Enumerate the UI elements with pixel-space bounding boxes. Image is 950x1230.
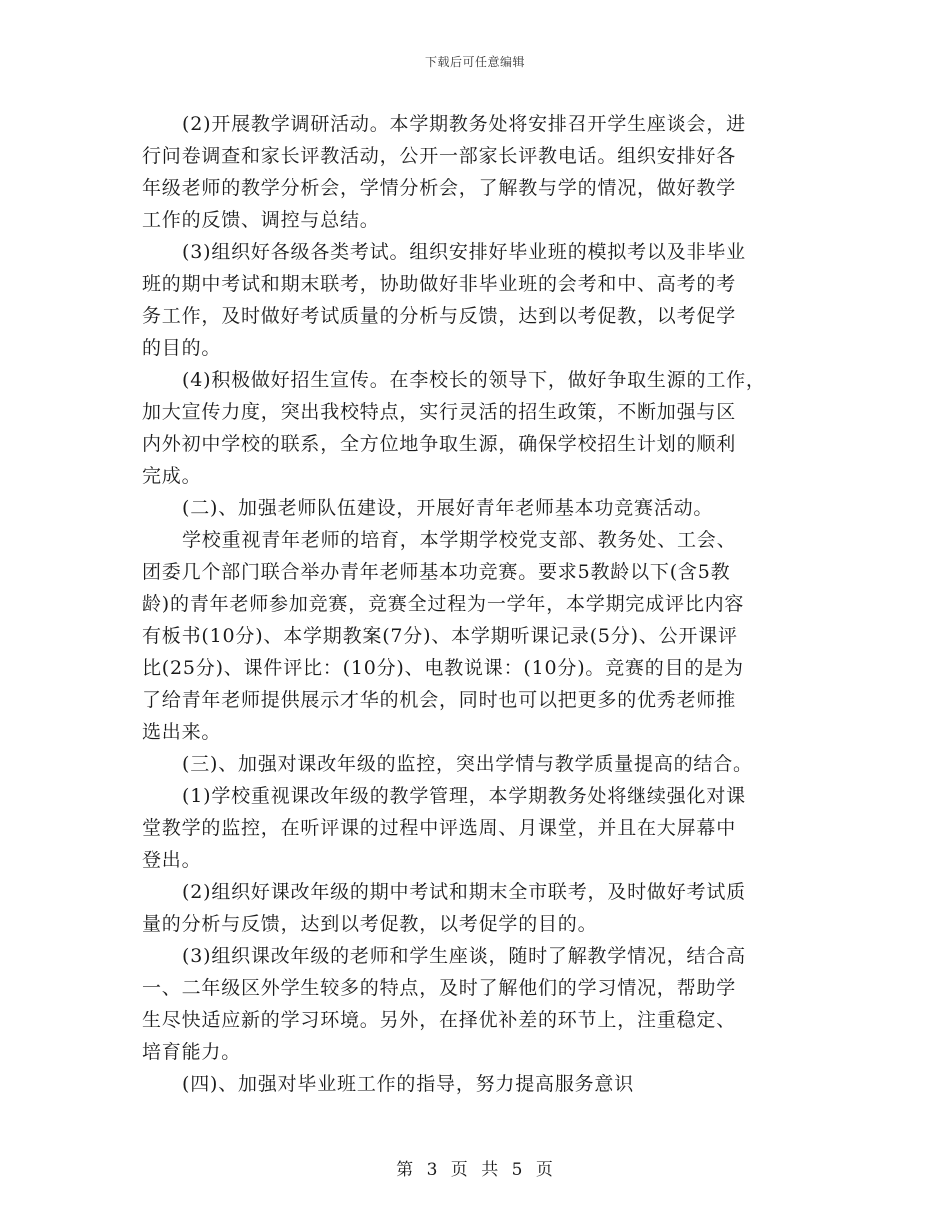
- page-header: [0, 53, 950, 70]
- text-line: 学校重视青年老师的培育，本学期学校党支部、教务处、工会、: [182, 529, 737, 551]
- text-line: (2)开展教学调研活动。本学期教务处将安排召开学生座谈会，进: [182, 113, 746, 135]
- text-line: 团委几个部门联合举办青年老师基本功竞赛。要求5教龄以下(含5教: [142, 561, 731, 583]
- text-line: 堂教学的监控，在听评课的过程中评选周、月课堂，并且在大屏幕中: [142, 817, 737, 839]
- text-line: (3)组织课改年级的老师和学生座谈，随时了解教学情况，结合高: [182, 945, 746, 967]
- paragraph: [142, 940, 810, 1068]
- text-line: (二)、加强老师队伍建设，开展好青年老师基本功竞赛活动。: [182, 497, 714, 519]
- text-line: 有板书(10分)、本学期教案(7分)、本学期听课记录(5分)、公开课评: [142, 625, 738, 647]
- text-line: (3)组织好各级各类考试。组织安排好毕业班的模拟考以及非毕业: [182, 241, 746, 263]
- paragraph: [142, 1068, 810, 1100]
- footer-total-pages: 5: [511, 1160, 524, 1180]
- paragraph: [142, 108, 810, 236]
- text-line: (1)学校重视课改年级的教学管理，本学期教务处将继续强化对课: [182, 785, 746, 807]
- text-line: 务工作，及时做好考试质量的分析与反馈，达到以考促教，以考促学: [142, 305, 737, 327]
- text-line: 登出。: [142, 849, 202, 871]
- text-line: 量的分析与反馈，达到以考促教，以考促学的目的。: [142, 913, 598, 935]
- document-body: [142, 108, 810, 1100]
- footer-suffix: 页: [535, 1160, 554, 1180]
- page-footer: [0, 1155, 950, 1180]
- paragraph: [142, 236, 810, 364]
- paragraph: [142, 876, 810, 940]
- text-line: 选出来。: [142, 721, 222, 743]
- text-line: 工作的反馈、调控与总结。: [142, 209, 380, 231]
- text-line: (四)、加强对毕业班工作的指导，努力提高服务意识: [182, 1073, 635, 1095]
- text-line: 比(25分)、课件评比：(10分)、电教说课：(10分)。竞赛的目的是为: [142, 657, 744, 679]
- text-line: 培育能力。: [142, 1041, 242, 1063]
- text-line: 的目的。: [142, 337, 222, 359]
- paragraph: [142, 492, 810, 524]
- text-line: (4)积极做好招生宣传。在李校长的领导下，做好争取生源的工作，: [182, 369, 766, 391]
- text-line: 龄)的青年老师参加竞赛，竞赛全过程为一学年，本学期完成评比内容: [142, 593, 745, 615]
- text-line: 了给青年老师提供展示才华的机会，同时也可以把更多的优秀老师推: [142, 689, 737, 711]
- text-line: 内外初中学校的联系，全方位地争取生源，确保学校招生计划的顺利: [142, 433, 737, 455]
- paragraph: [142, 780, 810, 876]
- text-line: 班的期中考试和期末联考，协助做好非毕业班的会考和中、高考的考: [142, 273, 737, 295]
- text-line: 一、二年级区外学生较多的特点，及时了解他们的学习情况，帮助学: [142, 977, 737, 999]
- paragraph: [142, 748, 810, 780]
- footer-prefix: 第: [396, 1160, 415, 1180]
- text-line: 行问卷调查和家长评教活动，公开一部家长评教电话。组织安排好各: [142, 145, 737, 167]
- text-line: 加大宣传力度，突出我校特点，实行灵活的招生政策，不断加强与区: [142, 401, 737, 423]
- text-line: (2)组织好课改年级的期中考试和期末全市联考，及时做好考试质: [182, 881, 746, 903]
- paragraph: [142, 364, 810, 492]
- text-line: 完成。: [142, 465, 202, 487]
- footer-current-page: 3: [426, 1160, 439, 1180]
- text-line: 年级老师的教学分析会，学情分析会，了解教与学的情况，做好教学: [142, 177, 737, 199]
- text-line: (三)、加强对课改年级的监控，突出学情与教学质量提高的结合。: [182, 753, 753, 775]
- header-text: 下载后可任意编辑: [424, 55, 525, 69]
- footer-total-word: 共: [481, 1160, 500, 1180]
- paragraph: [142, 524, 810, 748]
- text-line: 生尽快适应新的学习环境。另外，在择优补差的环节上，注重稳定、: [142, 1009, 737, 1031]
- footer-page-word: 页: [450, 1160, 469, 1180]
